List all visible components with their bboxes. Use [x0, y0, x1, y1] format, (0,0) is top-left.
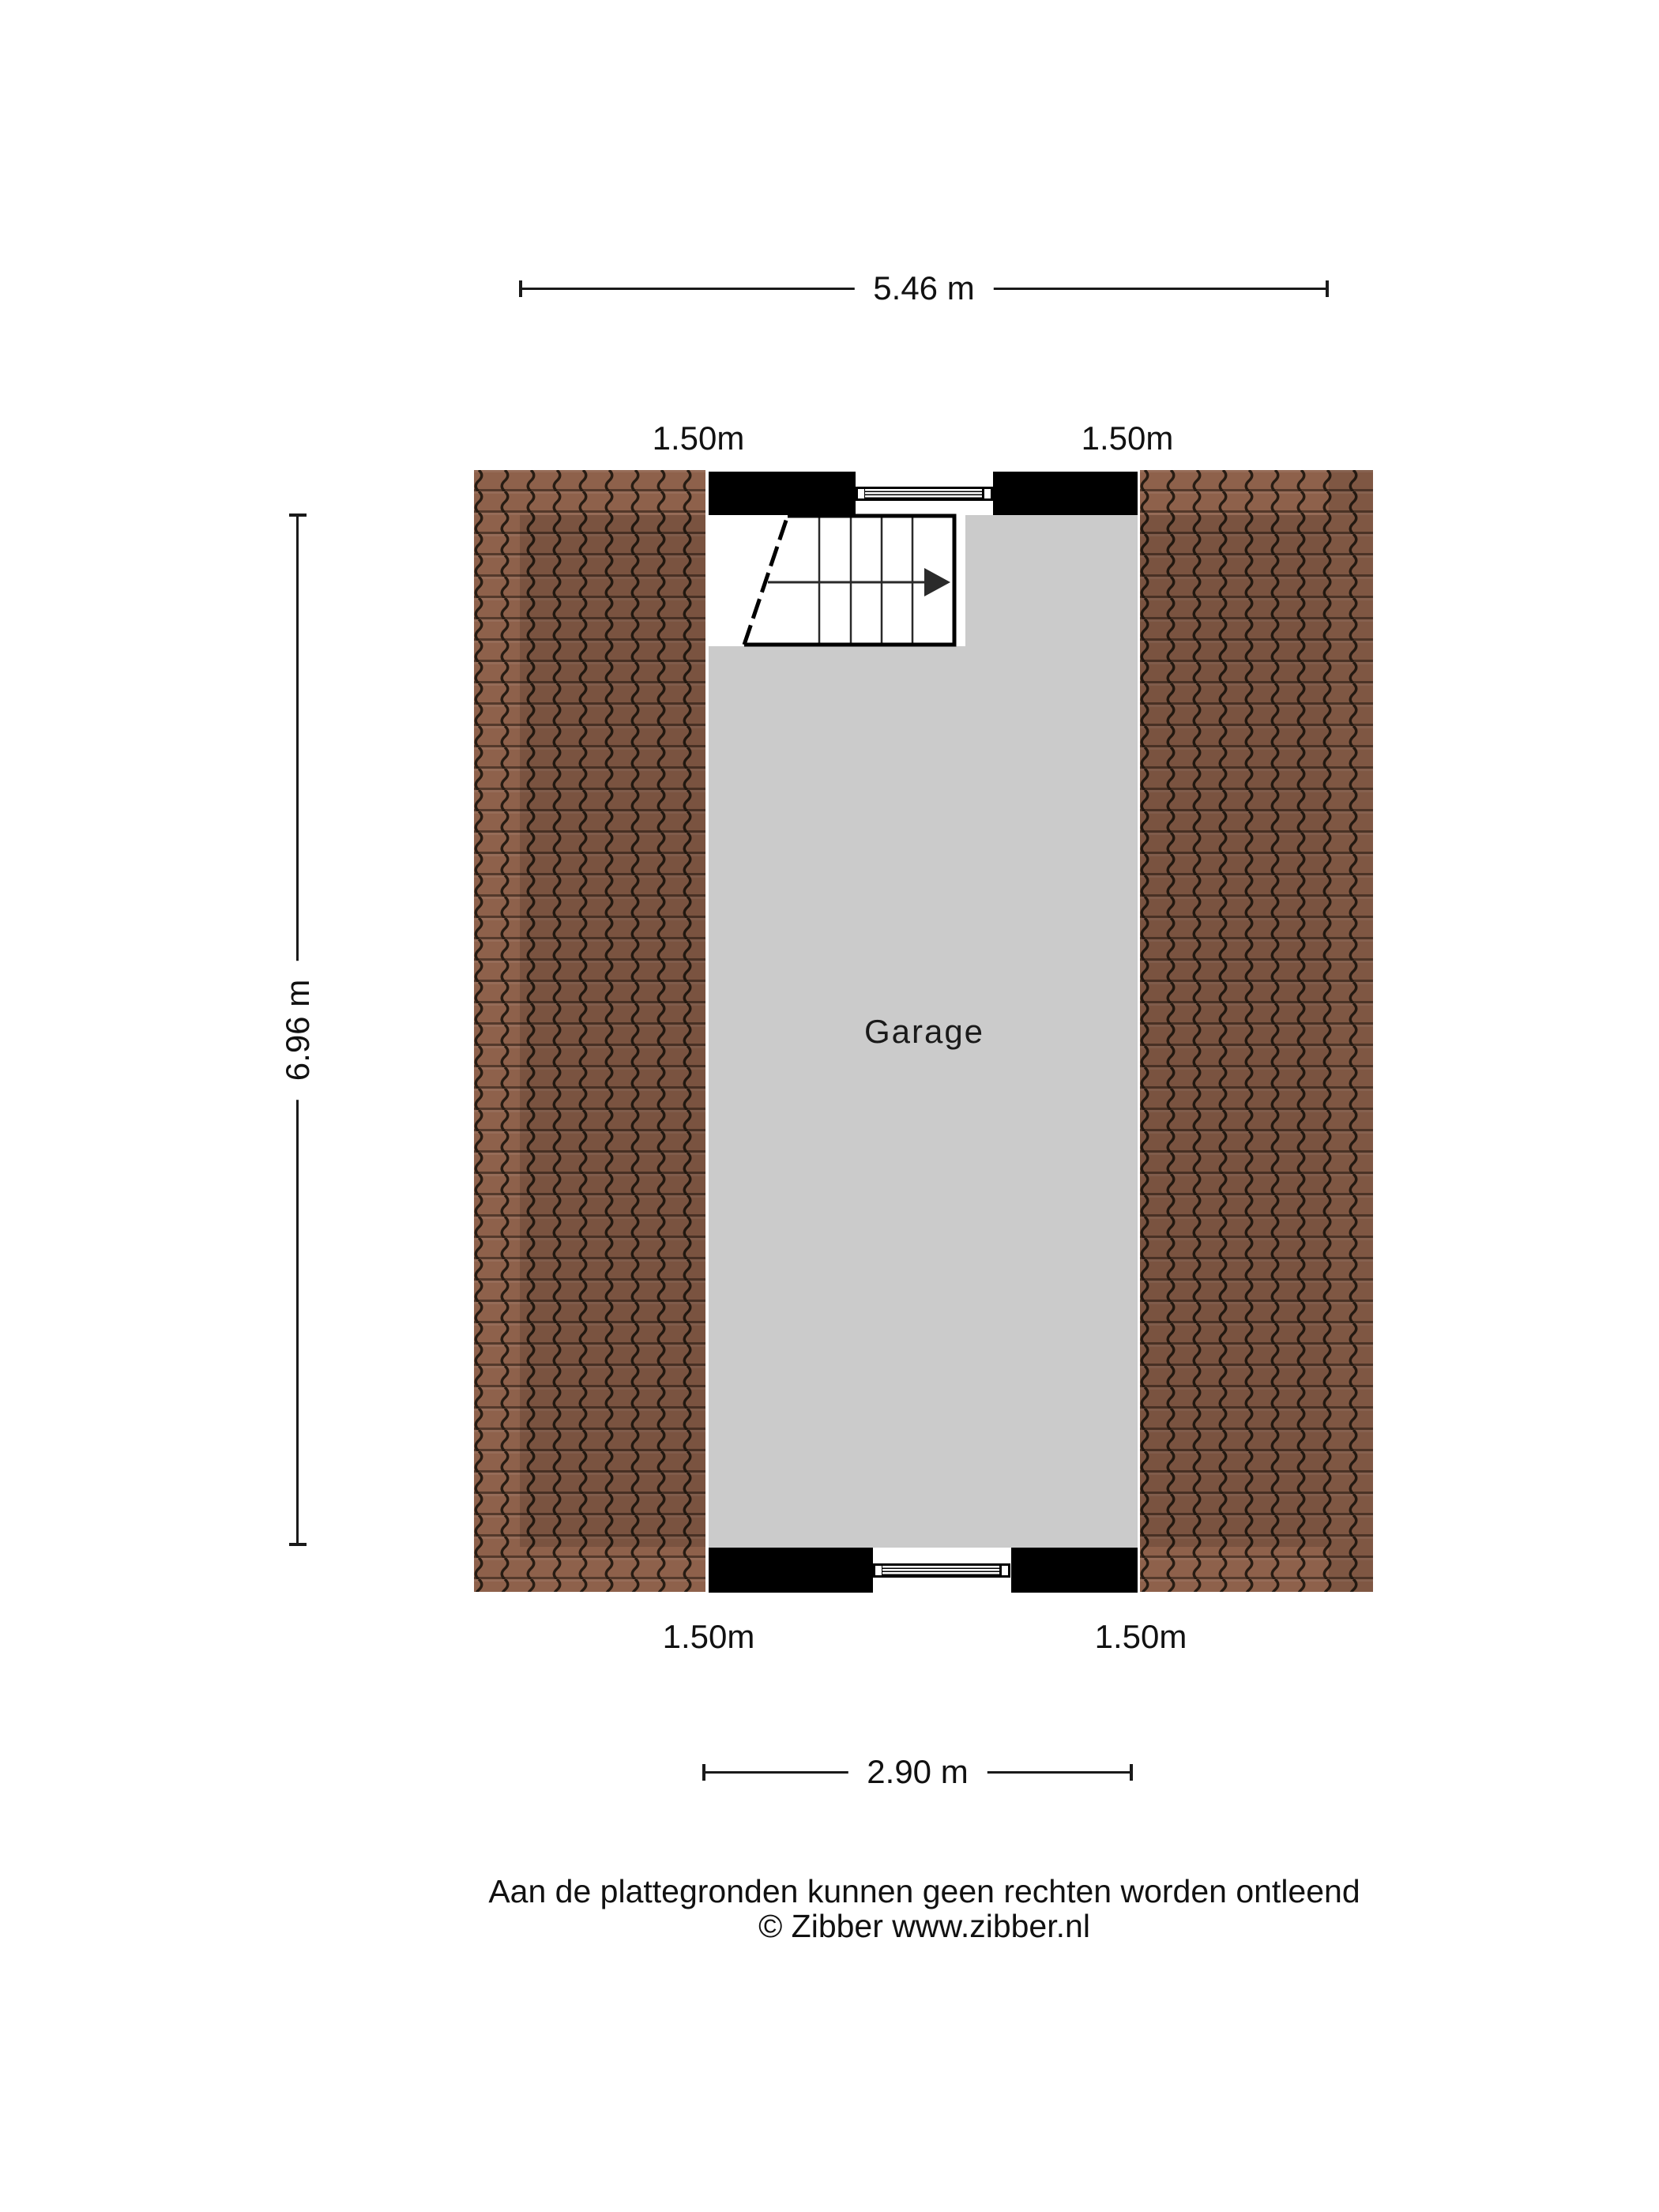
knee-wall-label-top-left: 1.50m — [652, 419, 745, 457]
dimension-tick-right — [1130, 1764, 1133, 1781]
dimension-label-overall-depth: 6.96 m — [276, 960, 320, 1099]
roof-right-edge-shade — [1329, 470, 1373, 1592]
dimension-overall-width — [519, 269, 1329, 307]
dimension-label-garage-width: 2.90 m — [848, 1750, 987, 1794]
knee-wall-label-top-right: 1.50m — [1081, 419, 1174, 457]
dimension-tick-left — [702, 1764, 705, 1781]
dimension-tick-bottom — [289, 1543, 307, 1546]
wall-bottom-left — [709, 1548, 873, 1593]
window-pane — [882, 1563, 1001, 1578]
dimension-tick-right — [1326, 280, 1329, 297]
window-frame-cap — [982, 487, 993, 501]
dimension-overall-depth — [279, 514, 316, 1546]
wall-bottom-right — [1011, 1548, 1138, 1593]
dimension-tick-top — [289, 514, 307, 517]
stairs — [703, 510, 976, 656]
window-pane — [865, 487, 984, 501]
room-label-garage: Garage — [863, 1013, 985, 1050]
wall-top-right — [993, 472, 1138, 515]
roof-left — [474, 470, 705, 1592]
dimension-garage-width — [702, 1753, 1133, 1790]
roof-left-shade — [520, 515, 705, 1547]
roof-right-shade — [1140, 515, 1329, 1547]
footer-disclaimer: Aan de plattegronden kunnen geen rechten worden ontleend — [488, 1873, 1360, 1909]
knee-wall-label-bottom-left: 1.50m — [662, 1618, 755, 1655]
knee-wall-label-bottom-right: 1.50m — [1094, 1618, 1187, 1655]
window-symbol-bottom — [873, 1563, 1010, 1578]
dimension-tick-left — [519, 280, 522, 297]
footer-copyright: © Zibber www.zibber.nl — [758, 1908, 1090, 1944]
footer — [474, 1874, 1375, 1943]
roof-right — [1140, 470, 1373, 1592]
window-frame-cap — [999, 1563, 1010, 1578]
wall-top-left — [709, 472, 856, 515]
stairs-body — [744, 516, 954, 645]
dimension-label-overall-width: 5.46 m — [854, 266, 993, 310]
window-symbol-top — [856, 487, 993, 501]
